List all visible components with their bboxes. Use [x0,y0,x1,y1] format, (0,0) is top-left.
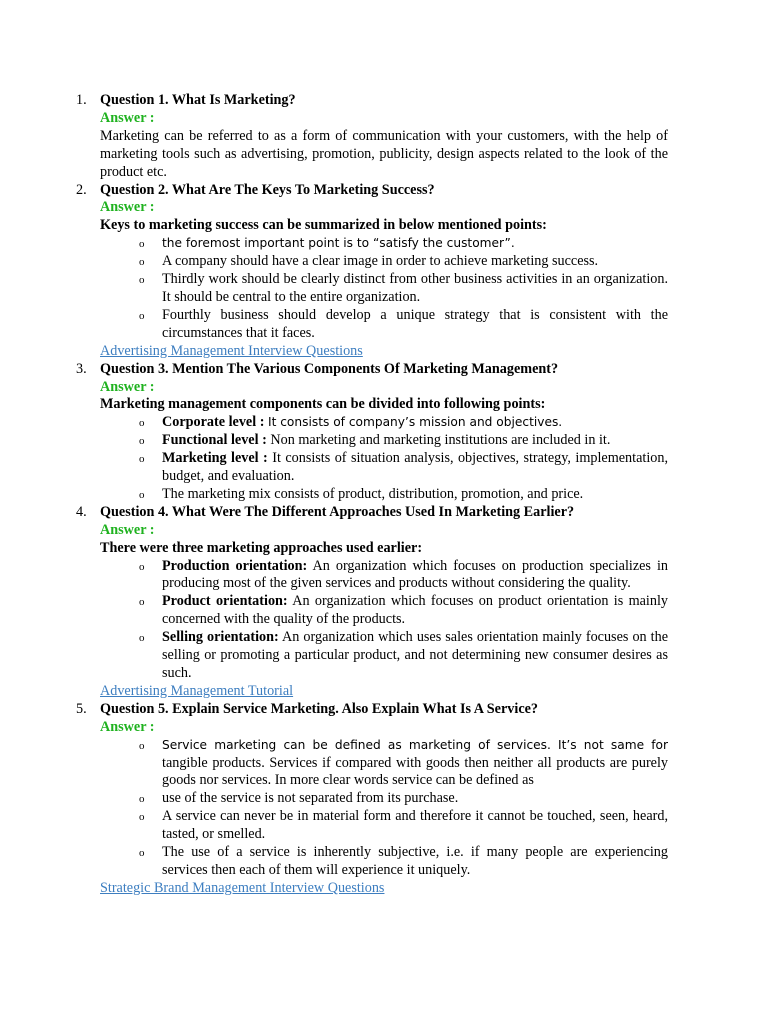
circle-bullet-icon: o [139,274,145,287]
answer-lead: There were three marketing approaches used earlier: [100,539,423,556]
list-item [100,593,668,629]
answer-list [100,235,668,342]
list-item [100,235,668,253]
question-title: Question 4. What Were The Different Approaches Used In Marketing Earlier? [100,503,575,520]
list-item-text: use of the service is not separated from its purchase. [162,790,459,807]
circle-bullet-icon: o [139,847,145,860]
list-item-term: Corporate level : [162,414,265,431]
answer-label: Answer : [100,199,155,216]
circle-bullet-icon: o [139,811,145,824]
list-item [100,808,668,844]
list-item [100,450,668,486]
list-item-term: Selling orientation: [162,629,279,646]
question-title: Question 5. Explain Service Marketing. Also Explain What Is A Service? [100,700,539,717]
answer-lead: Marketing management components can be divided into following points: [100,396,546,413]
list-item-text: It consists of situation analysis, objectives, strategy, implementation, budget, and evaluation. [162,450,669,485]
list-item-text: The use of a service is inherently subjective, i.e. if many people are experiencing services then each of them will experience it uniquely. [162,844,668,878]
question-3 [0,361,768,504]
question-title: Question 2. What Are The Keys To Marketing Success? [100,181,435,198]
question-number: 4. [76,503,87,520]
list-item-text: the foremost important point is to “satisfy the customer”. [162,236,515,251]
answer-paragraph: Marketing can be referred to as a form of communication with your customers, with the help of marketing tools such as advertising, promotion, publicity, design aspects related to the look of the product etc. [100,127,668,180]
list-item [100,271,668,307]
answer-label: Answer : [100,521,155,538]
question-number: 5. [76,700,87,717]
list-item [100,486,668,504]
circle-bullet-icon: o [139,453,145,466]
list-item-text: Thirdly work should be clearly distinct from other business activities in an organization. It should be central to the entire organization. [162,271,668,305]
list-item-term: Functional level : [162,432,267,449]
circle-bullet-icon: o [139,793,145,806]
question-5 [0,701,768,898]
question-number: 2. [76,181,87,198]
answer-label: Answer : [100,109,155,126]
related-link-brand-management[interactable]: Strategic Brand Management Interview Questions [100,879,385,896]
list-item-text: An organization which focuses on production specializes in producing most of the given services and products without considering the quality. [162,557,669,592]
circle-bullet-icon: o [139,435,145,448]
list-item-text: An organization which uses sales orientation mainly focuses on the selling or promoting a particular product, and not determining new consumer desires as such. [162,629,668,681]
list-item [100,790,668,808]
answer-list [100,414,668,504]
answer-lead: Keys to marketing success can be summarized in below mentioned points: [100,217,547,234]
document-page [0,92,768,898]
list-item-term: Marketing level : [162,450,268,467]
list-item [100,629,668,683]
list-item-text-first-line: Service marketing can be defined as marketing of services. It’s not same for [162,737,668,752]
answer-label: Answer : [100,378,155,395]
question-4 [0,504,768,701]
circle-bullet-icon: o [139,256,145,269]
circle-bullet-icon: o [139,417,145,430]
list-item-text: It consists of company’s mission and objectives. [267,415,563,430]
list-item-text: Fourthly business should develop a unique strategy that is consistent with the circumstances that it faces. [162,306,668,341]
list-item [100,737,668,791]
list-item [100,432,668,450]
question-number: 1. [76,92,87,108]
question-title: Question 1. What Is Marketing? [100,92,296,108]
list-item-term: Production orientation: [162,557,308,574]
list-item-text: Non marketing and marketing institutions are included in it. [270,432,611,449]
circle-bullet-icon: o [139,596,145,609]
question-2 [0,182,768,361]
list-item [100,844,668,880]
list-item-term: Product orientation: [162,593,288,610]
answer-list [100,558,668,683]
list-item [100,558,668,594]
list-item [100,414,668,432]
question-1 [0,92,768,182]
answer-label: Answer : [100,718,155,735]
circle-bullet-icon: o [139,632,145,645]
related-link-advertising-questions[interactable]: Advertising Management Interview Questions [100,342,363,359]
question-number: 3. [76,360,87,377]
circle-bullet-icon: o [139,560,145,573]
question-title: Question 3. Mention The Various Components Of Marketing Management? [100,360,559,377]
circle-bullet-icon: o [139,238,145,251]
circle-bullet-icon: o [139,739,145,752]
related-link-advertising-tutorial[interactable]: Advertising Management Tutorial [100,682,294,699]
circle-bullet-icon: o [139,309,145,322]
answer-list [100,737,668,880]
list-item-text: A company should have a clear image in order to achieve marketing success. [162,253,599,270]
list-item [100,307,668,343]
list-item-text: A service can never be in material form and therefore it cannot be touched, seen, heard, tasted, or smelled. [162,808,668,843]
list-item-text: The marketing mix consists of product, distribution, promotion, and price. [162,485,584,502]
list-item-text: tangible products. Services if compared with goods then neither all products are purely goods nor services. In more clear words service can be defined as [162,754,668,789]
list-item-text: An organization which focuses on product orientation is mainly concerned with the quality of the products. [162,593,668,628]
circle-bullet-icon: o [139,488,145,501]
list-item [100,253,668,271]
